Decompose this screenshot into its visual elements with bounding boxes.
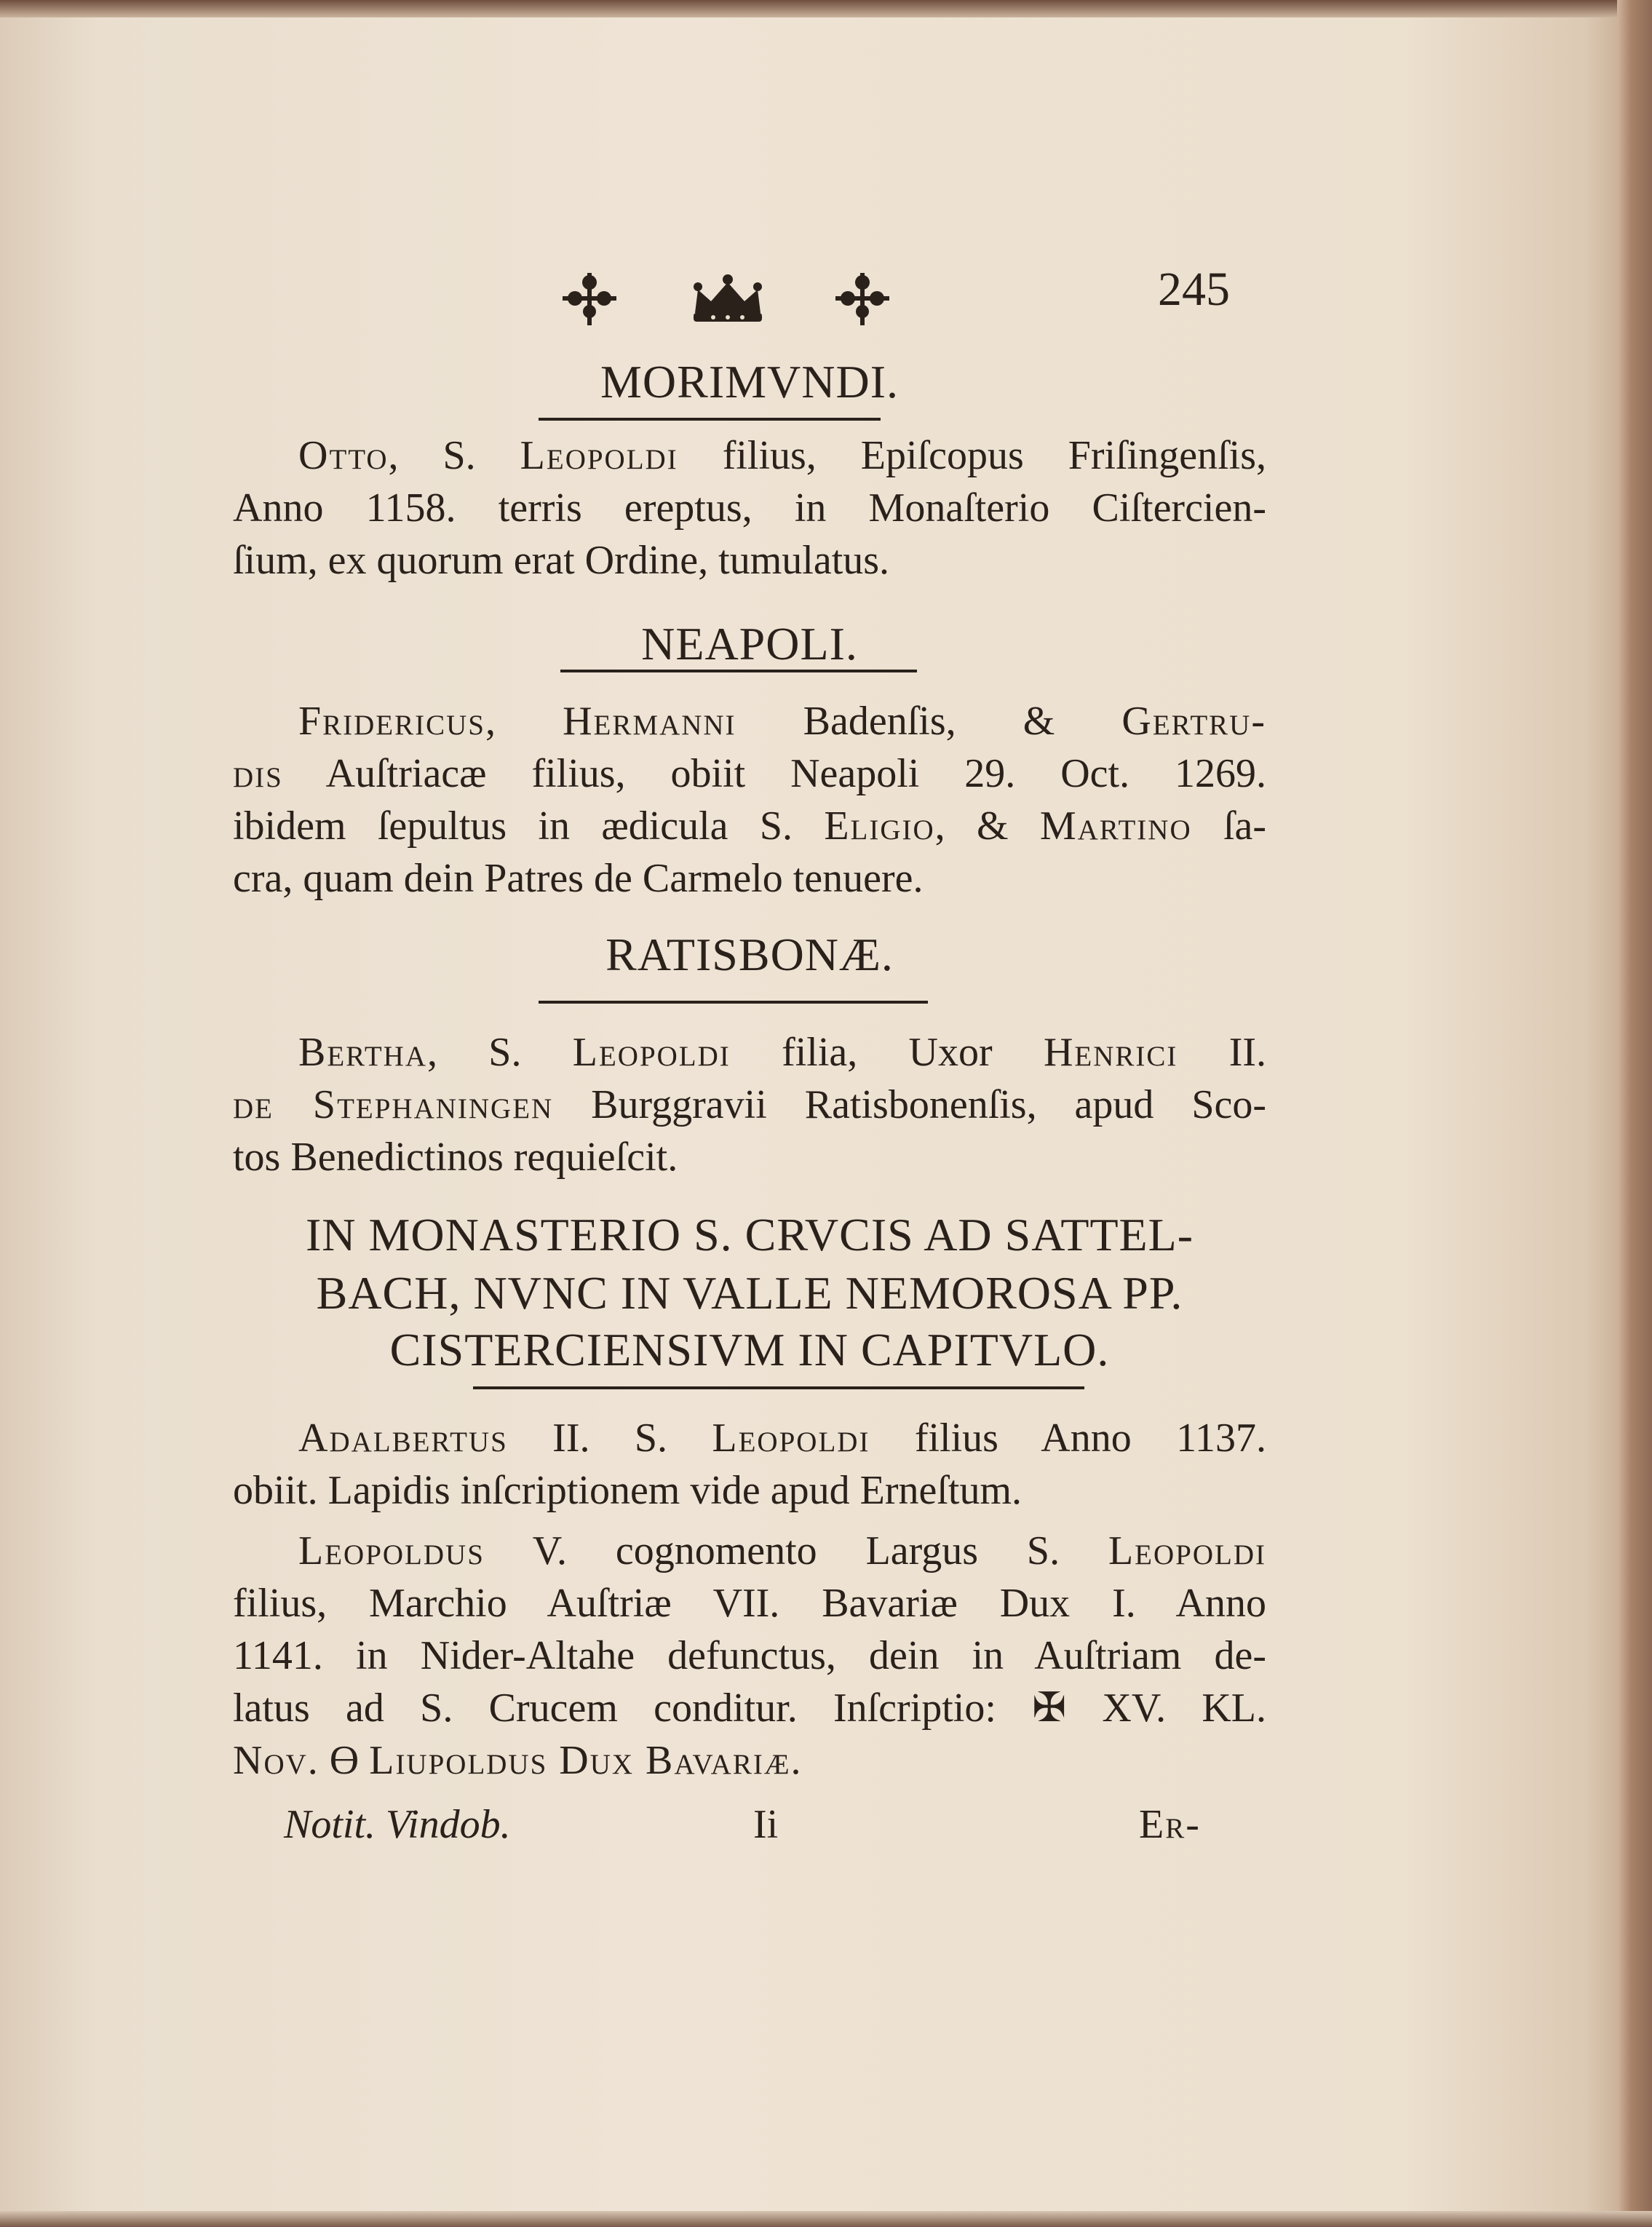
text-line: Bertha, S. Leopoldi filia, Uxor Henrici II. [298, 1030, 1266, 1075]
text-line: ibidem ſepultus in ædicula S. Eligio, & Martino ſa- [233, 803, 1266, 849]
signature-mark: Notit. Vindob. [284, 1802, 511, 1847]
page-top-edge [0, 0, 1652, 17]
text-line: Fridericus, Hermanni Badenſis, & Gertru- [298, 699, 1266, 744]
gathering-mark: Ii [753, 1802, 779, 1847]
page-footer [233, 1801, 1266, 1859]
heading-rule [560, 670, 917, 672]
heading-morimundi: MORIMVNDI. [600, 356, 899, 408]
text-line: latus ad S. Crucem conditur. Inſcriptio: ✠ XV. KL. [233, 1686, 1266, 1731]
text-line: Otto, S. Leopoldi filius, Epiſcopus Friſingenſis, [298, 433, 1266, 478]
heading-sattelbach-line-2: BACH, NVNC IN VALLE NEMOROSA PP. [316, 1267, 1183, 1319]
fleuron-right-icon [830, 269, 895, 328]
heading-rule [473, 1386, 1084, 1389]
paragraph-neapoli [233, 695, 1266, 905]
paragraph-adalbertus [233, 1412, 1266, 1517]
text-line: dis Auſtriacæ filius, obiit Neapoli 29. Oct. 1269. [233, 751, 1266, 796]
page-right-edge [1617, 0, 1652, 2227]
text-line: de Stephaningen Burggravii Ratisbonenſis, apud Sco- [233, 1082, 1267, 1127]
heading-sattelbach-line-1: IN MONASTERIO S. CRVCIS AD SATTEL- [305, 1209, 1194, 1261]
heading-rule [539, 418, 881, 421]
text-line: Nov. ϴ Liupoldus Dux Bavariæ. [233, 1738, 803, 1783]
running-header [539, 262, 1266, 342]
crown-ornament-icon [688, 269, 768, 328]
text-line: Anno 1158. terris ereptus, in Monaſterio Ciſtercien- [233, 485, 1266, 531]
page-bottom-edge [0, 2211, 1652, 2227]
text-line: ſium, ex quorum erat Ordine, tumulatus. [233, 538, 890, 583]
heading-rule [539, 1001, 928, 1004]
cross-pattee-icon: ✠ [1032, 1686, 1067, 1731]
heading-sattelbach-line-3: CISTERCIENSIVM IN CAPITVLO. [389, 1324, 1110, 1376]
page-number: 245 [1158, 263, 1230, 316]
text-line: Adalbertus II. S. Leopoldi filius Anno 1137. [298, 1416, 1266, 1461]
heading-ratisbonae: RATISBONÆ. [605, 929, 894, 980]
text-line: 1141. in Nider-Altahe defunctus, dein in Auſtriam de- [233, 1633, 1266, 1678]
text-line: Leopoldus V. cognomento Largus S. Leopoldi [298, 1528, 1266, 1573]
paragraph-ratisbonae [233, 1026, 1266, 1183]
heading-neapoli: NEAPOLI. [641, 618, 858, 670]
text-line: obiit. Lapidis inſcriptionem vide apud Erneſtum. [233, 1468, 1022, 1513]
paragraph-leopoldus [233, 1525, 1266, 1787]
catchword: Er- [1139, 1802, 1201, 1847]
paragraph-morimundi [233, 429, 1266, 587]
fleuron-left-icon [557, 269, 622, 328]
text-line: tos Benedictinos requieſcit. [233, 1135, 678, 1180]
text-line: filius, Marchio Auſtriæ VII. Bavariæ Dux I. Anno [233, 1581, 1266, 1626]
text-line: cra, quam dein Patres de Carmelo tenuere. [233, 856, 924, 901]
